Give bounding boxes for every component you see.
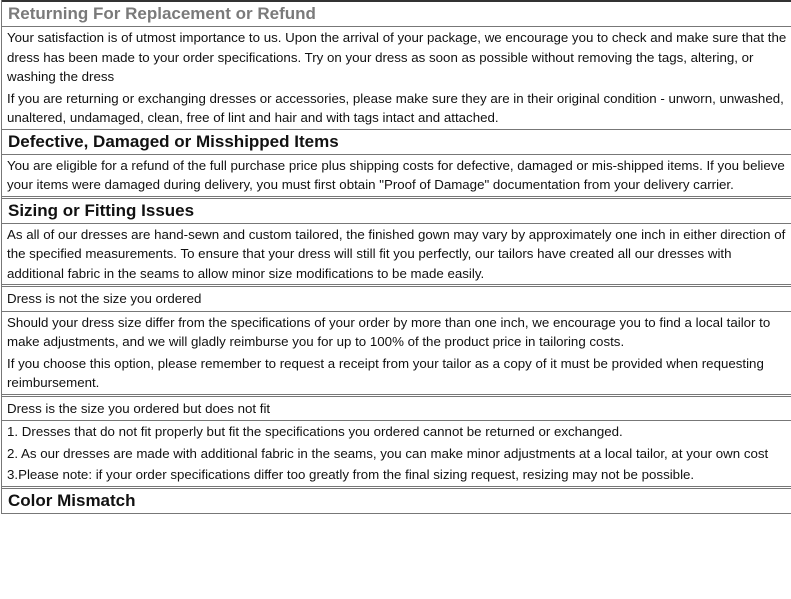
- list-item: 1. Dresses that do not fit properly but fit the specifications you ordered cannot be returned or exchanged.: [7, 424, 623, 439]
- list-item: 3.Please note: if your order specifications differ too greatly from the final sizing request, resizing may not be possible.: [7, 467, 695, 482]
- no-fit-heading-row: [2, 397, 791, 422]
- not-size-body-row: [2, 312, 791, 397]
- sizing-heading-row: [2, 199, 791, 224]
- returning-body-row: [2, 27, 791, 130]
- defective-body: You are eligible for a refund of the full purchase price plus shipping costs for defective, damaged or mis-shipped items. If you believe your items were damaged during delivery, you must first obtain "Proof of Damage" documentation from your delivery carrier.: [7, 157, 785, 192]
- list-item: 2. As our dresses are made with additional fabric in the seams, you can make minor adjustments at a local tailor, at your own cost: [7, 445, 769, 461]
- not-size-body-1: Should your dress size differ from the specifications of your order by more than one inch, we encourage you to find a local tailor to make adjustments, and we will gladly reimburse you for up to 100% of the product price in tailoring costs.: [7, 314, 771, 349]
- no-fit-body-row: [2, 421, 791, 489]
- returning-para-1: Your satisfaction is of utmost importance to us. Upon the arrival of your package, we encourage you to check and make sure that the dress has been made to your order specifications. Try on your dress as soon as possible without removing the tags, altering, or washing the dress: [7, 30, 787, 84]
- sizing-body: As all of our dresses are hand-sewn and custom tailored, the finished gown may vary by approximately one inch in either direction of the specified measurements. To ensure that your dress will still fit you perfectly, our tailors have created all our dresses with additional fabric in the seams to allow minor size modifications to be made easily.: [7, 226, 786, 281]
- not-size-heading: Dress is not the size you ordered: [7, 291, 202, 306]
- defective-heading: Defective, Damaged or Misshipped Items: [8, 131, 339, 151]
- not-size-heading-row: [2, 287, 791, 312]
- returning-heading: Returning For Replacement or Refund: [8, 4, 316, 23]
- returning-heading-row: [2, 0, 791, 27]
- sizing-body-row: [2, 224, 791, 288]
- defective-heading-row: [2, 130, 791, 155]
- color-mismatch-heading: Color Mismatch: [8, 490, 136, 510]
- color-heading-row: [2, 489, 791, 514]
- returning-para-2: If you are returning or exchanging dresses or accessories, please make sure they are in their original condition - unworn, unwashed, unaltered, undamaged, clean, free of lint and hair and with tags intact and attached.: [7, 90, 784, 125]
- not-size-body-2: If you choose this option, please remember to request a receipt from your tailor as a copy of it must be provided when requesting reimbursement.: [7, 355, 764, 390]
- defective-body-row: [2, 155, 791, 199]
- returns-policy-document: [1, 0, 791, 514]
- no-fit-heading: Dress is the size you ordered but does not fit: [7, 400, 271, 416]
- sizing-heading: Sizing or Fitting Issues: [8, 200, 195, 220]
